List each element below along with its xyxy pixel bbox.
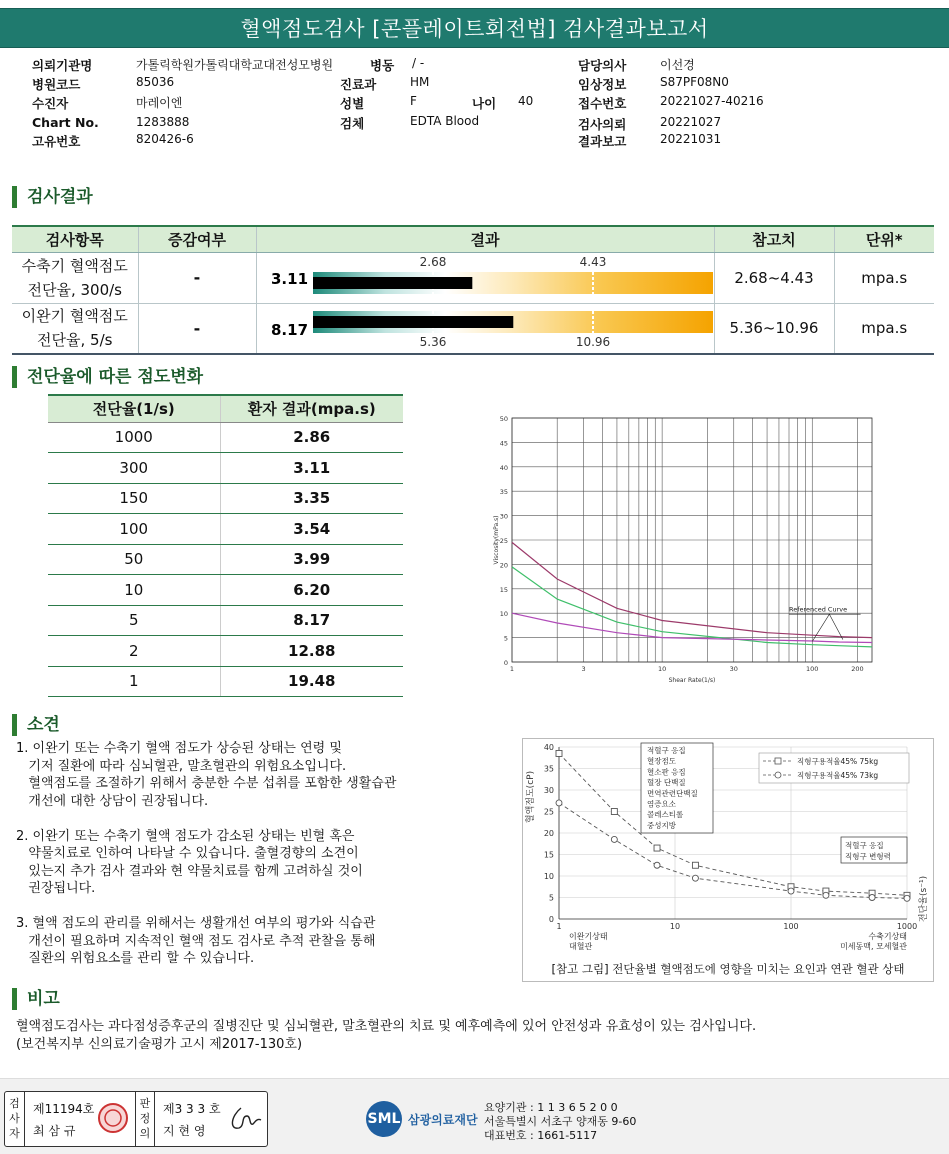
- change-indicator: -: [138, 303, 256, 354]
- remarks-section-title: 비고: [12, 988, 60, 1010]
- patient-viscosity: 6.20: [220, 575, 403, 606]
- y-tick-label: 25: [543, 807, 554, 817]
- series-line: [512, 542, 872, 637]
- opinion-line: 질환의 위험요소를 관리 할 수 있습니다.: [16, 951, 255, 966]
- note-label: 수축기상태: [868, 932, 907, 941]
- viscosity-chart: [490, 408, 880, 690]
- y-tick-label: 35: [543, 764, 554, 774]
- shear-header: 전단율(1/s): [48, 395, 220, 422]
- info-label: 접수번호: [578, 96, 627, 111]
- y-tick-label: 0: [548, 915, 554, 924]
- legend-marker-circle: [775, 772, 781, 778]
- ward-label: 병동: [370, 58, 395, 73]
- shear-rate: 50: [48, 544, 220, 575]
- test-item-shear: 전단율, 5/s: [37, 331, 113, 350]
- y-tick-label: 25: [499, 537, 508, 545]
- table-row: [48, 422, 403, 453]
- specimen-label: 검체: [340, 116, 365, 131]
- x-axis-label: Shear Rate(1/s): [668, 677, 716, 684]
- info-value: 가톨릭학원가톨릭대학교대전성모병원: [136, 58, 334, 72]
- legend-label: 직형구용적율45% 75kg: [797, 757, 879, 766]
- y-tick-label: 0: [503, 659, 508, 667]
- data-point: [869, 895, 875, 901]
- table-row: [48, 636, 403, 667]
- y-axis-label: 혈액점도(cP): [526, 770, 536, 824]
- y-tick-label: 5: [548, 893, 554, 903]
- info-label: 의뢰기관명: [32, 58, 93, 73]
- shear-rate: 10: [48, 575, 220, 606]
- doctor-number: 제3 3 3 호: [163, 1102, 221, 1116]
- x-tick-label: 200: [851, 665, 864, 673]
- y2-axis-label: 전단율(s⁻¹): [919, 875, 929, 923]
- patient-viscosity: 2.86: [220, 422, 403, 453]
- table-row: [48, 483, 403, 514]
- factor-label: 혈소판 응집: [647, 767, 686, 777]
- shear-rate: 1000: [48, 422, 220, 453]
- y-tick-label: 20: [499, 561, 508, 570]
- result-bar: [257, 253, 715, 304]
- patient-viscosity: 12.88: [220, 636, 403, 667]
- x-tick-label: 1: [509, 665, 515, 673]
- y-tick-label: 40: [499, 463, 508, 472]
- unit: mpa.s: [834, 303, 934, 354]
- data-point: [823, 892, 829, 898]
- logo-mark: SML: [366, 1101, 402, 1137]
- opinion-text: [16, 740, 506, 968]
- info-value: 20221027-40216: [660, 94, 764, 108]
- data-point: [692, 875, 698, 881]
- org-code: 요양기관 : 1 1 3 6 5 2 0 0: [484, 1101, 618, 1114]
- test-item-name: 수축기 혈액점도: [21, 256, 128, 275]
- y-tick-label: 40: [543, 743, 554, 752]
- low-label: 5.36: [419, 334, 446, 349]
- info-value: 20221031: [660, 132, 722, 146]
- info-value: 이선경: [660, 58, 695, 72]
- opinion-line: 약물치료로 인하여 나타날 수 있습니다. 출혈경향의 소견이: [16, 846, 359, 861]
- data-point: [611, 809, 617, 815]
- test-item-name: 이완기 혈액점도: [21, 307, 128, 326]
- results-header: 결과: [256, 226, 714, 252]
- patient-viscosity: 3.99: [220, 544, 403, 575]
- change-indicator: -: [138, 252, 256, 303]
- opinion-line: 1. 이완기 또는 수축기 혈액 점도가 상승된 상태는 연령 및: [16, 741, 342, 756]
- org-name: 삼광의료재단: [408, 1113, 478, 1127]
- x-tick-label: 1: [556, 922, 562, 931]
- opinion-line: 3. 혈액 점도의 관리를 위해서는 생활개선 여부의 평가와 식습관: [16, 916, 376, 931]
- value-bar: [313, 316, 513, 328]
- y-tick-label: 30: [499, 512, 508, 521]
- opinion-line: 혈액점도를 조절하기 위해서 충분한 수분 섭취를 포함한 생활습관: [16, 776, 397, 791]
- table-row: [48, 544, 403, 575]
- info-label: 병원코드: [32, 77, 81, 92]
- result-bar-svg: [257, 304, 715, 355]
- tester-name: 최 삼 규: [33, 1124, 76, 1138]
- info-label: 담당의사: [578, 58, 627, 73]
- remarks-line: (보건복지부 신의료기술평가 고시 제2017-130호): [16, 1037, 303, 1052]
- y-tick-label: 15: [543, 850, 554, 860]
- shear-header: 환자 결과(mpa.s): [220, 395, 403, 422]
- info-value: 마레이엔: [136, 96, 183, 110]
- note-label: 이완기상태: [569, 932, 608, 941]
- legend-marker-square: [775, 758, 781, 764]
- info-value: 85036: [136, 75, 175, 89]
- data-point: [556, 750, 562, 756]
- unit: mpa.s: [834, 252, 934, 303]
- y-tick-label: 30: [543, 786, 554, 795]
- shear-rate: 100: [48, 514, 220, 545]
- result-bar: [257, 304, 715, 355]
- low-label: 2.68: [419, 254, 446, 269]
- info-value: 20221027: [660, 115, 722, 129]
- shear-section-title: 전단율에 따른 점도변화: [12, 366, 203, 388]
- figure-caption: [참고 그림] 전단율별 혈액점도에 영향을 미치는 요인과 연관 혈관 상태: [551, 962, 905, 976]
- seal-icon: [97, 1102, 129, 1134]
- results-header: 검사항목: [12, 226, 138, 252]
- info-label: 고유번호: [32, 134, 81, 149]
- y-tick-label: 20: [543, 829, 554, 838]
- opinion-section-title: 소견: [12, 714, 60, 736]
- data-point: [611, 836, 617, 842]
- results-table: [12, 225, 934, 355]
- patient-viscosity: 3.11: [220, 453, 403, 484]
- factor-label: 적혈구 응집: [845, 841, 884, 850]
- x-tick-label: 100: [806, 665, 819, 673]
- opinion-line: [16, 898, 506, 916]
- reference-range: 2.68~4.43: [714, 252, 834, 303]
- specimen-value: EDTA Blood: [410, 114, 480, 128]
- table-row: [48, 514, 403, 545]
- result-cell: [256, 252, 714, 303]
- sex-label: 성별: [340, 96, 365, 111]
- y-tick-label: 5: [503, 634, 508, 643]
- test-item: [12, 252, 138, 303]
- age-value: 40: [518, 94, 534, 108]
- factor-label: 면역관련단백질: [647, 788, 698, 798]
- tester-label: 검사자: [5, 1092, 25, 1146]
- y-tick-label: 10: [499, 610, 508, 619]
- table-row: [12, 252, 934, 303]
- y-tick-label: 50: [499, 415, 508, 423]
- note-label: 대혈관: [569, 942, 593, 951]
- signature-icon: [227, 1102, 263, 1136]
- series-line: [512, 613, 872, 642]
- result-value: 8.17: [270, 320, 308, 339]
- test-item: [12, 303, 138, 354]
- opinion-line: 개선에 대한 상담이 권장됩니다.: [16, 793, 209, 809]
- factor-label: 중성지방: [647, 820, 676, 830]
- patient-viscosity: 3.35: [220, 483, 403, 514]
- factor-label: 염증요소: [647, 799, 676, 809]
- sml-logo: [366, 1101, 406, 1137]
- value-bar: [313, 277, 472, 289]
- info-value: 1283888: [136, 115, 190, 129]
- data-point: [904, 895, 910, 901]
- org-address: 서울특별시 서초구 양재동 9-60: [484, 1115, 637, 1128]
- factor-label: 직형구 변형력: [845, 852, 891, 861]
- dept-label: 진료과: [340, 77, 377, 92]
- opinion-line: [16, 810, 506, 828]
- info-label: 검사의뢰: [578, 117, 627, 132]
- reference-figure: [522, 738, 934, 982]
- remarks-line: 혈액점도검사는 과다점성증후군의 질병진단 및 심뇌혈관, 말초혈관의 치료 및 예후예측에 있어 안전성과 유효성이 있는 검사입니다.: [16, 1019, 757, 1034]
- data-point: [692, 862, 698, 868]
- results-header: 단위*: [834, 226, 934, 252]
- data-point: [556, 800, 562, 806]
- info-label: 수진자: [32, 96, 69, 111]
- results-header: 참고치: [714, 226, 834, 252]
- patient-info: [32, 56, 932, 150]
- high-label: 10.96: [575, 334, 610, 349]
- data-point: [654, 845, 660, 851]
- patient-viscosity: 19.48: [220, 666, 403, 697]
- reference-chart: [523, 739, 933, 959]
- doctor-label: 판정의: [135, 1092, 155, 1146]
- x-tick-label: 100: [783, 922, 799, 931]
- opinion-line: 권장됩니다.: [16, 881, 96, 896]
- legend-label: 직형구용적율45% 73kg: [797, 771, 879, 780]
- shear-rate: 2: [48, 636, 220, 667]
- result-value: 3.11: [270, 269, 308, 288]
- x-tick-label: 10: [669, 922, 681, 931]
- table-row: [12, 303, 934, 354]
- x-tick-label: 30: [729, 665, 738, 673]
- table-row: [48, 575, 403, 606]
- y-tick-label: 15: [499, 585, 508, 594]
- result-cell: [256, 303, 714, 354]
- doctor-name: 지 현 영: [163, 1124, 206, 1138]
- info-label: Chart No.: [32, 115, 99, 130]
- report-title: 혈액점도검사 [콘플레이트회전법] 검사결과보고서: [0, 8, 949, 48]
- results-section-title: 검사결과: [12, 186, 93, 208]
- table-row: [48, 666, 403, 697]
- info-label: 결과보고: [578, 134, 627, 149]
- result-bar-svg: [257, 253, 715, 304]
- shear-rate: 1: [48, 666, 220, 697]
- signature-box: [4, 1091, 268, 1147]
- ward-value: / -: [412, 56, 425, 70]
- shear-rate: 150: [48, 483, 220, 514]
- test-item-shear: 전단율, 300/s: [27, 280, 122, 299]
- age-label: 나이: [472, 96, 497, 111]
- info-label: 임상정보: [578, 77, 627, 92]
- shear-table: [48, 394, 403, 697]
- opinion-line: 개선이 필요하며 지속적인 혈액 점도 검사로 추적 관찰을 통해: [16, 933, 376, 949]
- factor-label: 콜레스티롤: [647, 810, 684, 820]
- info-value: 820426-6: [136, 132, 194, 146]
- opinion-line: 있는지 추가 검사 결과와 현 약물치료를 함께 고려하실 것이: [16, 863, 363, 879]
- patient-viscosity: 3.54: [220, 514, 403, 545]
- sex-value: F: [410, 94, 417, 108]
- y-tick-label: 10: [543, 872, 554, 881]
- y-axis-label: Viscosity(mPa.s): [493, 515, 500, 565]
- data-point: [788, 888, 794, 894]
- x-tick-label: 10: [657, 665, 667, 673]
- table-row: [48, 605, 403, 636]
- org-phone: 대표번호 : 1661-5117: [484, 1129, 598, 1142]
- opinion-line: 기저 질환에 따라 심뇌혈관, 말초혈관의 위험요소입니다.: [16, 758, 347, 774]
- dept-value: HM: [410, 75, 430, 89]
- x-tick-label: 3: [581, 665, 586, 673]
- note-label: 미세동맥, 모세혈관: [840, 942, 907, 951]
- x-tick-label: 1000: [896, 922, 918, 931]
- shear-rate: 300: [48, 453, 220, 484]
- data-point: [654, 862, 660, 868]
- footer: [0, 1078, 949, 1154]
- info-value: S87PF08N0: [660, 75, 729, 89]
- high-label: 4.43: [579, 254, 606, 269]
- factor-label: 혈장점도: [647, 756, 676, 766]
- factor-label: 혈장 단백질: [647, 778, 686, 788]
- shear-rate: 5: [48, 605, 220, 636]
- y-tick-label: 35: [499, 488, 508, 497]
- factor-label: 적혈구 응집: [647, 746, 686, 755]
- table-row: [48, 453, 403, 484]
- reference-range: 5.36~10.96: [714, 303, 834, 354]
- results-header: 증감여부: [138, 226, 256, 252]
- opinion-line: 2. 이완기 또는 수축기 혈액 점도가 감소된 상태는 빈혈 혹은: [16, 828, 355, 844]
- annotation-label: Referenced Curve: [789, 605, 848, 614]
- patient-viscosity: 8.17: [220, 605, 403, 636]
- tester-number: 제11194호: [33, 1102, 95, 1116]
- y-tick-label: 45: [499, 439, 508, 448]
